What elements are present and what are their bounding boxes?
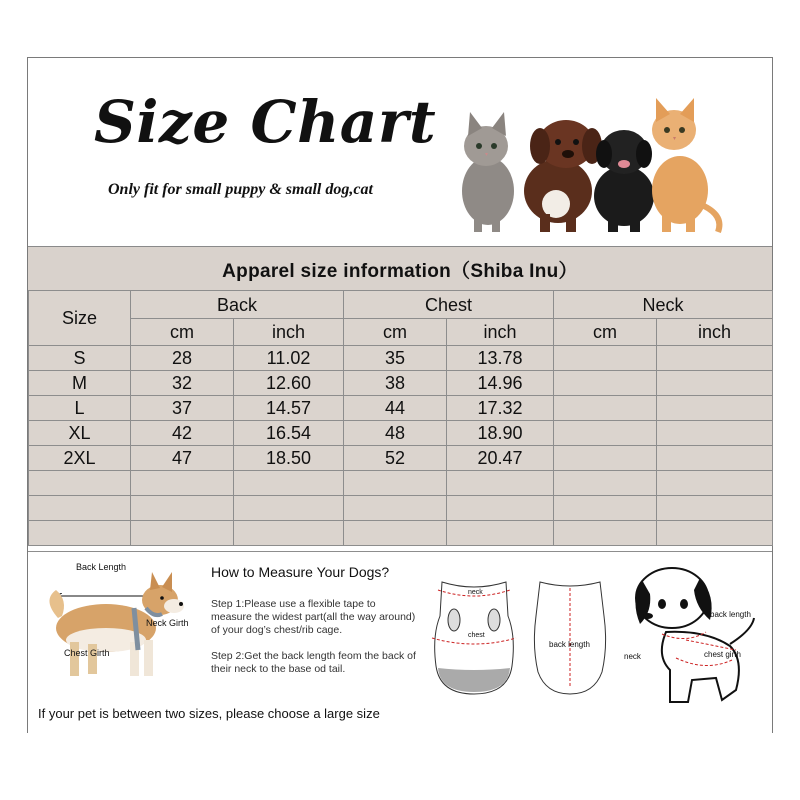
grey-kitten-image: [462, 112, 514, 232]
garment-neck-label: neck: [468, 589, 483, 596]
unit-header: cm: [344, 319, 447, 346]
size-cell: [29, 496, 131, 521]
table-cell: 28: [131, 346, 234, 371]
table-cell: 47: [131, 446, 234, 471]
step-2-text: Step 2:Get the back length feom the back of their neck to the base od tail.: [211, 650, 416, 675]
garment-chest-label: chest: [468, 632, 485, 639]
table-cell: [657, 346, 773, 371]
table-cell: 32: [131, 371, 234, 396]
size-column-header: Size: [29, 291, 131, 346]
black-puppy-image: [594, 130, 654, 232]
cartoon-back-length-label: back length: [710, 610, 751, 619]
unit-header: inch: [657, 319, 773, 346]
size-table: [28, 290, 773, 546]
table-cell: [657, 496, 773, 521]
table-cell: [131, 521, 234, 546]
table-cell: [447, 496, 554, 521]
garment-back-diagram: [530, 576, 610, 698]
table-row: [29, 496, 773, 521]
table-cell: 14.57: [234, 396, 344, 421]
table-cell: 48: [344, 421, 447, 446]
table-cell: 44: [344, 396, 447, 421]
size-cell: XL: [29, 421, 131, 446]
table-cell: 42: [131, 421, 234, 446]
table-cell: [554, 521, 657, 546]
table-cell: [234, 496, 344, 521]
size-cell: S: [29, 346, 131, 371]
table-cell: [344, 496, 447, 521]
back-group-header: Back: [131, 291, 344, 319]
table-cell: 35: [344, 346, 447, 371]
table-cell: 11.02: [234, 346, 344, 371]
table-cell: 20.47: [447, 446, 554, 471]
table-cell: [554, 471, 657, 496]
size-advice-note: If your pet is between two sizes, please choose a large size: [38, 706, 380, 721]
header: [28, 58, 772, 246]
cartoon-chest-girth-label: chest girth: [704, 650, 741, 659]
table-cell: [657, 421, 773, 446]
table-row: [29, 471, 773, 496]
table-cell: [657, 396, 773, 421]
cartoon-dog-diagram: [626, 560, 766, 710]
table-row: [29, 371, 773, 396]
table-cell: [447, 521, 554, 546]
unit-header: cm: [554, 319, 657, 346]
table-cell: 13.78: [447, 346, 554, 371]
step-1-text: Step 1:Please use a flexible tape to measure the widest part(all the way around) of your dog’s chest/rib cage.: [211, 598, 416, 636]
table-cell: [657, 371, 773, 396]
unit-header: inch: [234, 319, 344, 346]
table-cell: [554, 371, 657, 396]
table-cell: 12.60: [234, 371, 344, 396]
chest-girth-label: Chest Girth: [64, 648, 110, 658]
cartoon-neck-label: neck: [624, 652, 641, 661]
brown-puppy-image: [524, 120, 602, 232]
table-cell: 16.54: [234, 421, 344, 446]
table-cell: [657, 471, 773, 496]
measure-title: How to Measure Your Dogs?: [211, 564, 390, 580]
unit-header: inch: [447, 319, 554, 346]
size-cell: M: [29, 371, 131, 396]
table-cell: [554, 346, 657, 371]
table-cell: [554, 421, 657, 446]
table-cell: 52: [344, 446, 447, 471]
table-cell: [657, 521, 773, 546]
page-title: Size Chart: [94, 88, 437, 156]
table-cell: [131, 496, 234, 521]
size-cell: [29, 471, 131, 496]
neck-girth-label: Neck Girth: [146, 618, 189, 628]
garment-back-length-label: back length: [549, 640, 590, 649]
measure-section: [28, 551, 772, 733]
size-cell: L: [29, 396, 131, 421]
pets-photo: [448, 96, 728, 236]
table-row: [29, 446, 773, 471]
table-cell: [344, 471, 447, 496]
size-chart-card: [27, 57, 773, 733]
size-cell: 2XL: [29, 446, 131, 471]
table-cell: 17.32: [447, 396, 554, 421]
unit-header: cm: [131, 319, 234, 346]
table-cell: [344, 521, 447, 546]
table-cell: 14.96: [447, 371, 554, 396]
size-table-container: [28, 290, 772, 551]
table-cell: [554, 496, 657, 521]
table-row: [29, 396, 773, 421]
back-length-label: Back Length: [76, 562, 127, 572]
table-cell: 18.90: [447, 421, 554, 446]
orange-kitten-image: [652, 98, 719, 232]
table-cell: [234, 521, 344, 546]
table-cell: [657, 446, 773, 471]
table-cell: 18.50: [234, 446, 344, 471]
table-cell: 37: [131, 396, 234, 421]
size-cell: [29, 521, 131, 546]
apparel-info-banner: Apparel size information（Shiba Inu）: [28, 246, 772, 292]
neck-group-header: Neck: [554, 291, 773, 319]
chest-group-header: Chest: [344, 291, 554, 319]
subtitle: Only fit for small puppy & small dog,cat: [108, 181, 373, 198]
table-cell: [554, 396, 657, 421]
table-row: [29, 346, 773, 371]
table-cell: [234, 471, 344, 496]
table-cell: [447, 471, 554, 496]
table-cell: 38: [344, 371, 447, 396]
table-cell: [131, 471, 234, 496]
table-cell: [554, 446, 657, 471]
table-row: [29, 421, 773, 446]
table-row: [29, 521, 773, 546]
